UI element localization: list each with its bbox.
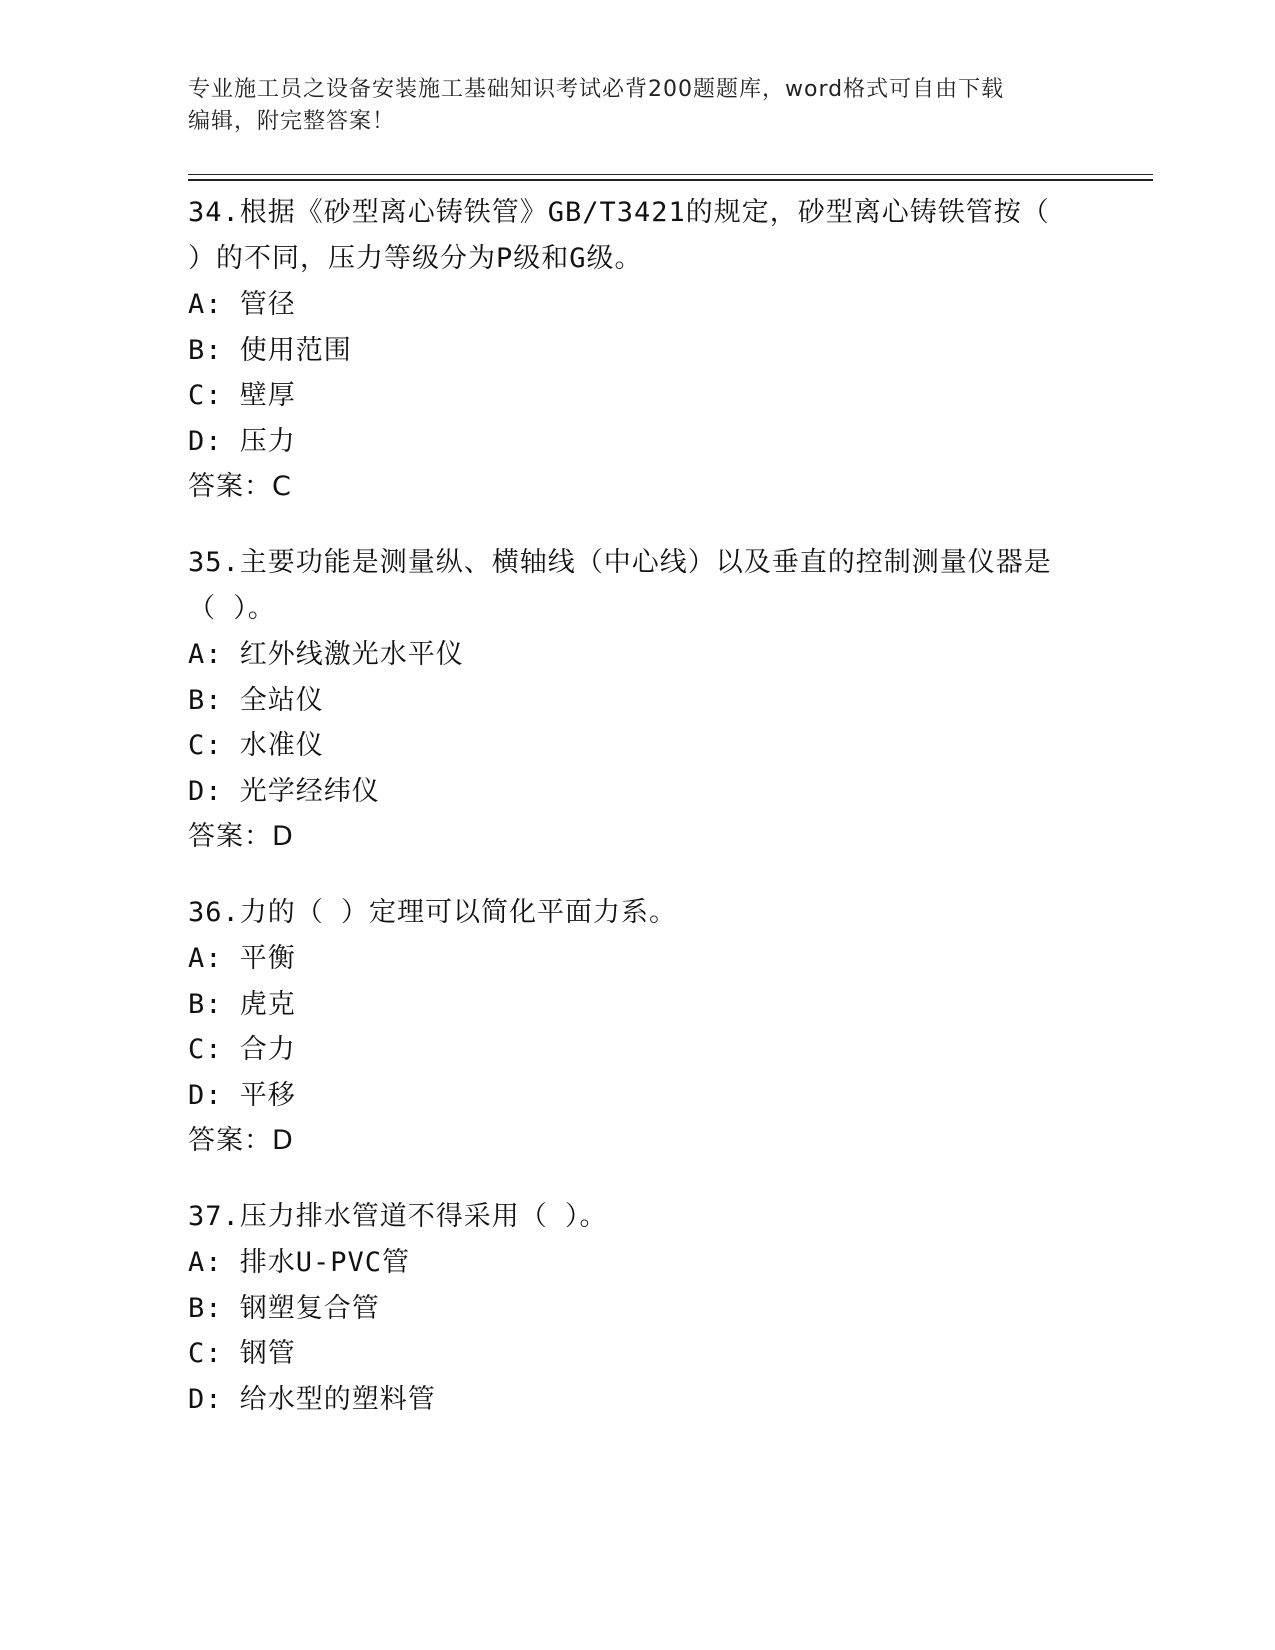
option-b: B: 使用范围 bbox=[188, 334, 352, 366]
option-c: C: 壁厚 bbox=[188, 380, 296, 411]
option-b: B: 钢塑复合管 bbox=[188, 1292, 380, 1324]
question-text-line-1: 35.主要功能是测量纵、横轴线（中心线）以及垂直的控制测量仪器是 bbox=[188, 547, 1052, 578]
option-a: A: 红外线激光水平仪 bbox=[188, 639, 464, 670]
header-line-1: 专业施工员之设备安装施工基础知识考试必背200题题库，word格式可自由下载 bbox=[188, 77, 1005, 102]
option-d: D: 平移 bbox=[188, 1079, 296, 1111]
question-text-line-2: ）的不同，压力等级分为P级和G级。 bbox=[188, 243, 643, 274]
question-text bbox=[188, 190, 1088, 282]
question-35 bbox=[188, 540, 1088, 860]
question-list bbox=[188, 190, 1088, 1452]
header-divider-thin bbox=[188, 174, 1153, 175]
header-line-2: 编辑，附完整答案！ bbox=[188, 109, 396, 134]
question-text-line-1: 36.力的（ ）定理可以简化平面力系。 bbox=[188, 897, 678, 928]
question-36 bbox=[188, 890, 1088, 1164]
option-d: D: 给水型的塑料管 bbox=[188, 1383, 436, 1415]
question-text bbox=[188, 890, 1088, 936]
option-c: C: 钢管 bbox=[188, 1338, 296, 1369]
option-d: D: 压力 bbox=[188, 425, 296, 457]
question-text bbox=[188, 540, 1088, 632]
question-text-line-2: （ ）。 bbox=[188, 593, 276, 624]
answer: 答案：D bbox=[188, 821, 294, 852]
question-text-line-1: 37.压力排水管道不得采用（ ）。 bbox=[188, 1201, 608, 1232]
option-a: A: 管径 bbox=[188, 289, 296, 320]
question-37 bbox=[188, 1194, 1088, 1422]
header-divider-thick bbox=[188, 179, 1153, 181]
question-text-line-1: 34.根据《砂型离心铸铁管》GB/T3421的规定，砂型离心铸铁管按（ bbox=[188, 197, 1050, 228]
option-d: D: 光学经纬仪 bbox=[188, 775, 380, 807]
option-a: A: 平衡 bbox=[188, 943, 296, 974]
answer: 答案：C bbox=[188, 471, 292, 502]
option-b: B: 全站仪 bbox=[188, 684, 324, 716]
document-header bbox=[188, 74, 1068, 138]
answer: 答案：D bbox=[188, 1125, 294, 1156]
option-a: A: 排水U-PVC管 bbox=[188, 1247, 411, 1278]
question-text bbox=[188, 1194, 1088, 1240]
question-34 bbox=[188, 190, 1088, 510]
option-c: C: 合力 bbox=[188, 1034, 296, 1065]
option-b: B: 虎克 bbox=[188, 988, 296, 1020]
option-c: C: 水准仪 bbox=[188, 730, 324, 761]
